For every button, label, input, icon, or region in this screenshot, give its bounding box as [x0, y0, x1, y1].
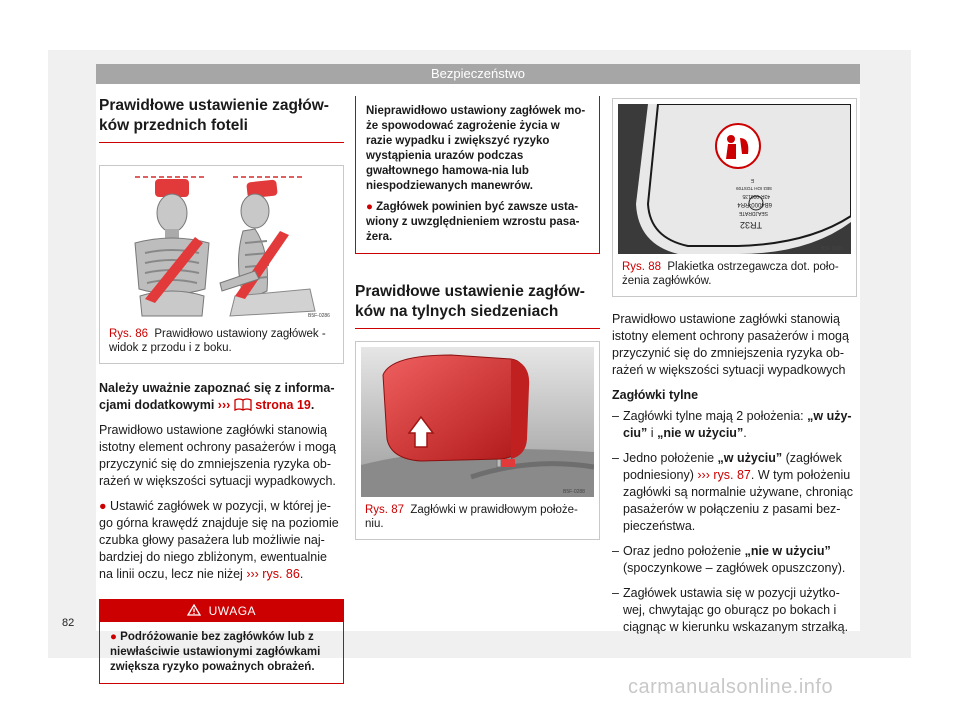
svg-text:E: E: [750, 177, 754, 183]
paragraph-importance: Prawidłowo ustawione zagłówki stanowią istotny element ochrony pasażerów i mogą przyczynić się do zmniejszenia ryzyka ob-rażeń w większości sytuacji wypadkowych.: [99, 423, 336, 488]
rear-headrest-illustration: [361, 347, 594, 497]
paragraph-adjust: ● Ustawić zagłówek w pozycji, w której je-go górna krawędź znajduje się na poziomie czubka głowy pasażera lub możliwie naj-bardziej do niego zbliżonym, ewentualnie na linii oczu, lecz nie niżej ››› rys. 86.: [99, 499, 339, 581]
headrest-warning-label: [716, 124, 760, 168]
warning-header: UWAGA: [100, 600, 343, 622]
svg-text:43R-000135: 43R-000135: [742, 193, 770, 199]
headrest-position-illustration: [105, 171, 338, 321]
figure-88-ref: Rys. 88: [622, 261, 661, 273]
figure-88-caption: Rys. 88 Plakietka ostrzegawcza dot. poło-żenia zagłówków.: [622, 261, 839, 287]
figure-88-image: [618, 104, 851, 254]
warning-continued: [355, 96, 600, 254]
warning-body: ● Podróżowanie bez zagłówków lub z niewłaściwie ustawionymi zagłówkami zwiększa ryzyko poważnych obrażeń.: [110, 631, 321, 673]
svg-text:SEAJDRATE: SEAJDRATE: [738, 210, 768, 216]
watermark: carmanualsonline.info: [628, 676, 834, 698]
section-title-rear: [355, 282, 600, 329]
page-19-link[interactable]: strona 19: [255, 398, 311, 412]
section-header: Bezpieczeństwo: [96, 64, 860, 84]
warning-triangle-icon: [187, 604, 201, 616]
warning-cont-bullet: ● Zagłówek powinien być zawsze usta-wiony z uwzględnieniem wzrostu pasa-żera.: [366, 201, 580, 243]
svg-text:B5F-0288: B5F-0288: [563, 489, 585, 495]
bullet-icon: ●: [99, 499, 107, 513]
subhead-rear: Zagłówki tylne: [612, 388, 699, 402]
figure-87-caption: Rys. 87 Zagłówki w prawidłowym położe-niu.: [365, 504, 578, 530]
figure-86: [99, 165, 344, 364]
svg-text:B5F-0286: B5F-0286: [308, 313, 330, 319]
figure-86-caption: Rys. 86 Prawidłowo ustawiony zagłówek - widok z przodu i z boku.: [109, 328, 326, 354]
figure-87-image: [361, 347, 594, 497]
figure-87-ref: Rys. 87: [365, 504, 404, 516]
figure-86-ref: Rys. 86: [109, 328, 148, 340]
figure-88: [612, 98, 857, 297]
column-middle: [355, 96, 600, 540]
warning-label-illustration: [618, 104, 851, 254]
section-title-front-text: Prawidłowe ustawienie zagłów- ków przednich foteli: [99, 97, 329, 134]
warning-cont-text: Nieprawidłowo ustawiony zagłówek mo-że spowodować zagrożenie życia w razie wypadku i zwiększyć ryzyko wystąpienia urazów podczas gwałtownego hamowa-nia lub niespodziewanych manewrów.: [366, 105, 586, 192]
intro-note: Należy uważnie zapoznać się z informa-cjami dodatkowymi ››› strona 19.: [99, 381, 335, 412]
list-item: – Zagłówek ustawia się w pozycji użytko-wej, chwytając go oburącz po bokach i ciągnąc w kierunku wskazanym strzałką.: [612, 586, 849, 634]
svg-text:TR32: TR32: [739, 220, 762, 230]
fig-87-link[interactable]: rys. 87: [713, 468, 751, 482]
warning-box: [99, 599, 344, 684]
book-icon: [234, 397, 252, 411]
list-item: – Zagłówki tylne mają 2 położenia: „w uży-ciu” i „nie w użyciu”.: [612, 409, 852, 440]
list-item: – Jedno położenie „w użyciu” (zagłówek podniesiony) ››› rys. 87. W tym położeniu zagłówki są normalnie używane, chroniąc pasażerów w połączeniu z pasami bez-pieczeństwa.: [612, 451, 853, 533]
svg-text:B5F-0289: B5F-0289: [821, 246, 843, 252]
figure-86-image: [105, 171, 338, 321]
page-number: 82: [62, 617, 75, 629]
fig-86-link[interactable]: rys. 86: [262, 567, 300, 581]
section-title-rear-text: Prawidłowe ustawienie zagłów- ków na tylnych siedzeniach: [355, 283, 585, 320]
section-title-front: [99, 96, 344, 143]
list-item: – Oraz jedno położenie „nie w użyciu” (spoczynkowe – zagłówek opuszczony).: [612, 544, 846, 575]
column-right: [612, 96, 857, 644]
figure-87: [355, 341, 600, 540]
svg-text:6B4000-RR4: 6B4000-RR4: [737, 201, 772, 207]
column-left: [99, 96, 344, 684]
paragraph-rear-importance: Prawidłowo ustawione zagłówki stanowią istotny element ochrony pasażerów i mogą przyczynić się do zmniejszenia ryzyka ob-rażeń w większości sytuacji wypadkowych: [612, 312, 849, 377]
svg-text:SB3 IOH TOST09: SB3 IOH TOST09: [736, 186, 772, 191]
